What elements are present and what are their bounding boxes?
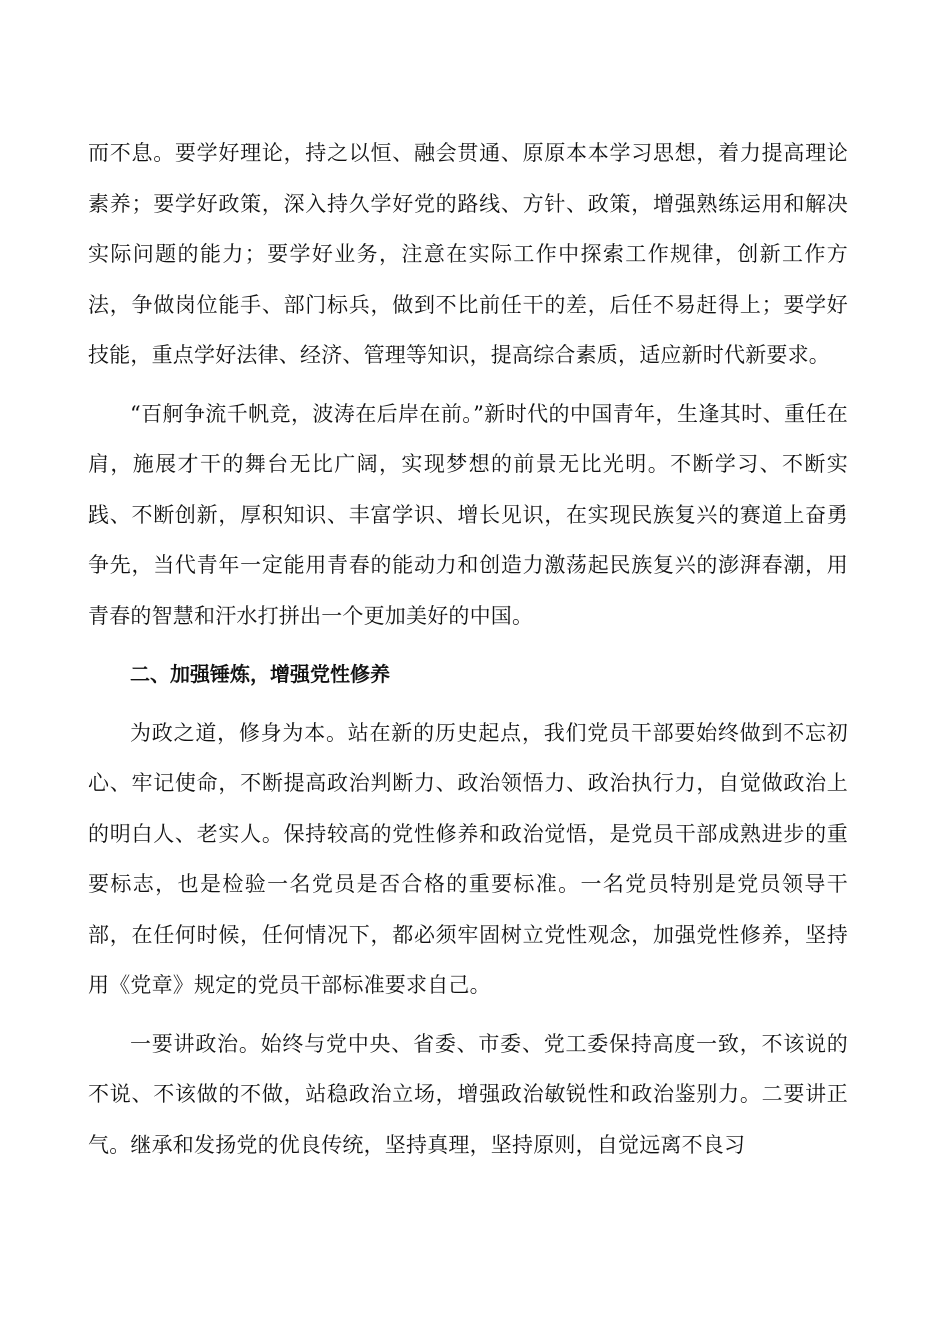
document-body xyxy=(88,128,848,1178)
paragraph-1: 而不息。要学好理论，持之以恒、融会贯通、原原本本学习思想，着力提高理论素养；要学好政策，深入持久学好党的路线、方针、政策，增强熟练运用和解决实际问题的能力；要学好业务，注意在实际工作中探索工作规律，创新工作方法，争做岗位能手、部门标兵，做到不比前任干的差，后任不易赶得上；要学好技能，重点学好法律、经济、管理等知识，提高综合素质，适应新时代新要求。 xyxy=(88,141,848,367)
paragraph-4: 一要讲政治。始终与党中央、省委、市委、党工委保持高度一致，不该说的不说、不该做的不做，站稳政治立场，增强政治敏锐性和政治鉴别力。二要讲正气。继承和发扬党的优良传统，坚持真理，坚持原则，自觉远离不良习 xyxy=(88,1031,848,1157)
paragraph-2: “百舸争流千帆竞，波涛在后岸在前。”新时代的中国青年，生逢其时、重任在肩，施展才干的舞台无比广阔，实现梦想的前景无比光明。不断学习、不断实践、不断创新，厚积知识、丰富学识、增长见识，在实现民族复兴的赛道上奋勇争先，当代青年一定能用青春的能动力和创造力激荡起民族复兴的澎湃春潮，用青春的智慧和汗水打拼出一个更加美好的中国。 xyxy=(88,401,848,628)
section-heading: 二、加强锤炼，增强党性修养 xyxy=(130,662,390,686)
paragraph-3: 为政之道，修身为本。站在新的历史起点，我们党员干部要始终做到不忘初心、牢记使命，不断提高政治判断力、政治领悟力、政治执行力，自觉做政治上的明白人、老实人。保持较高的党性修养和政治觉悟，是党员干部成熟进步的重要标志，也是检验一名党员是否合格的重要标准。一名党员特别是党员领导干部，在任何时候，任何情况下，都必须牢固树立党性观念，加强党性修养，坚持用《党章》规定的党员干部标准要求自己。 xyxy=(88,720,848,997)
